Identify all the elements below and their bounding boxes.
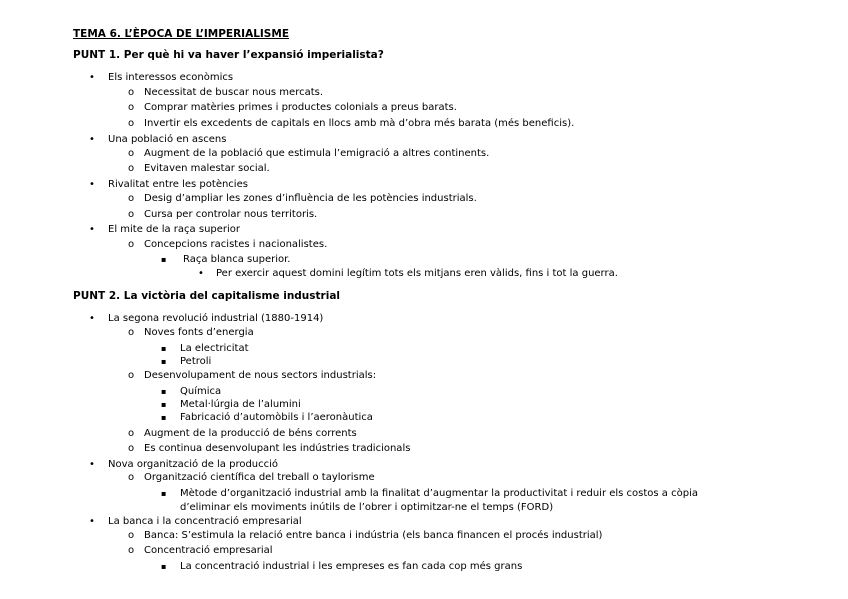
section-heading-punt1: PUNT 1. Per què hi va haver l’expansió imperialista? — [73, 49, 384, 61]
list-item: Concentració empresarial — [144, 545, 273, 556]
circle-bullet-icon: o — [128, 163, 135, 174]
square-bullet-icon: ▪ — [161, 562, 167, 571]
circle-bullet-icon: o — [128, 148, 135, 159]
list-item: Desig d’ampliar les zones d’influència de les potències industrials. — [144, 193, 477, 204]
circle-bullet-icon: o — [128, 239, 135, 250]
list-item: Concepcions racistes i nacionalistes. — [144, 239, 328, 250]
list-item: Augment de la producció de béns corrents — [144, 428, 357, 439]
circle-bullet-icon: o — [128, 370, 135, 381]
list-item: Els interessos econòmics — [108, 72, 234, 83]
square-bullet-icon: ▪ — [161, 387, 167, 396]
document-title: TEMA 6. L’ÈPOCA DE L’IMPERIALISME — [73, 28, 289, 40]
list-item: Banca: S’estimula la relació entre banca i indústria (els banca financen el procés industrial) — [144, 530, 603, 541]
circle-bullet-icon: o — [128, 428, 135, 439]
circle-bullet-icon: o — [128, 443, 135, 454]
bullet-icon: • — [89, 516, 95, 527]
square-bullet-icon: ▪ — [161, 357, 167, 366]
list-item: Per exercir aquest domini legítim tots els mitjans eren vàlids, fins i tot la guerra. — [216, 268, 618, 279]
list-item: Fabricació d’automòbils i l’aeronàutica — [180, 412, 373, 423]
list-item: Petroli — [180, 356, 212, 367]
circle-bullet-icon: o — [128, 193, 135, 204]
square-bullet-icon: ▪ — [161, 413, 167, 422]
square-bullet-icon: ▪ — [161, 255, 167, 264]
bullet-icon: • — [89, 134, 95, 145]
list-item: Rivalitat entre les potències — [108, 179, 248, 190]
list-item: Química — [180, 386, 222, 397]
list-item: La concentració industrial i les empreses es fan cada cop més grans — [180, 561, 523, 572]
list-item: La electricitat — [180, 343, 249, 354]
list-item: Mètode d’organització industrial amb la finalitat d’augmentar la productivitat i reduir els costos a còpia — [180, 488, 698, 499]
bullet-icon: • — [89, 224, 95, 235]
circle-bullet-icon: o — [128, 87, 135, 98]
circle-bullet-icon: o — [128, 472, 135, 483]
list-item: Invertir els excedents de capitals en llocs amb mà d’obra més barata (més beneficis). — [144, 118, 575, 129]
list-item: Desenvolupament de nous sectors industrials: — [144, 370, 377, 381]
bullet-icon: • — [89, 72, 95, 83]
list-item: La segona revolució industrial (1880-1914) — [108, 313, 324, 324]
bullet-icon: • — [89, 313, 95, 324]
section-heading-punt2: PUNT 2. La victòria del capitalisme industrial — [73, 290, 341, 302]
circle-bullet-icon: o — [128, 102, 135, 113]
list-item: Augment de la població que estimula l’emigració a altres continents. — [144, 148, 490, 159]
square-bullet-icon: ▪ — [161, 400, 167, 409]
list-item: Noves fonts d’energia — [144, 327, 254, 338]
circle-bullet-icon: o — [128, 327, 135, 338]
list-item: La banca i la concentració empresarial — [108, 516, 302, 527]
list-item: Cursa per controlar nous territoris. — [144, 209, 318, 220]
list-item: Comprar matèries primes i productes colonials a preus barats. — [144, 102, 457, 113]
list-item: Una població en ascens — [108, 134, 227, 145]
square-bullet-icon: ▪ — [161, 489, 167, 498]
list-item: Raça blanca superior. — [183, 254, 291, 265]
list-item: Nova organització de la producció — [108, 459, 279, 470]
list-item-continuation: d’eliminar els moviments inútils de l’obrer i optimitzar-ne el temps (FORD) — [180, 502, 554, 513]
list-item: Necessitat de buscar nous mercats. — [144, 87, 324, 98]
square-bullet-icon: ▪ — [161, 344, 167, 353]
circle-bullet-icon: o — [128, 209, 135, 220]
list-item: El mite de la raça superior — [108, 224, 241, 235]
circle-bullet-icon: o — [128, 530, 135, 541]
list-item: Es continua desenvolupant les indústries tradicionals — [144, 443, 411, 454]
list-item: Organització científica del treball o taylorisme — [144, 472, 375, 483]
list-item: Metal·lúrgia de l’alumini — [180, 399, 301, 410]
bullet-icon: • — [89, 459, 95, 470]
bullet-icon: • — [198, 268, 204, 279]
circle-bullet-icon: o — [128, 118, 135, 129]
bullet-icon: • — [89, 179, 95, 190]
circle-bullet-icon: o — [128, 545, 135, 556]
list-item: Evitaven malestar social. — [144, 163, 270, 174]
